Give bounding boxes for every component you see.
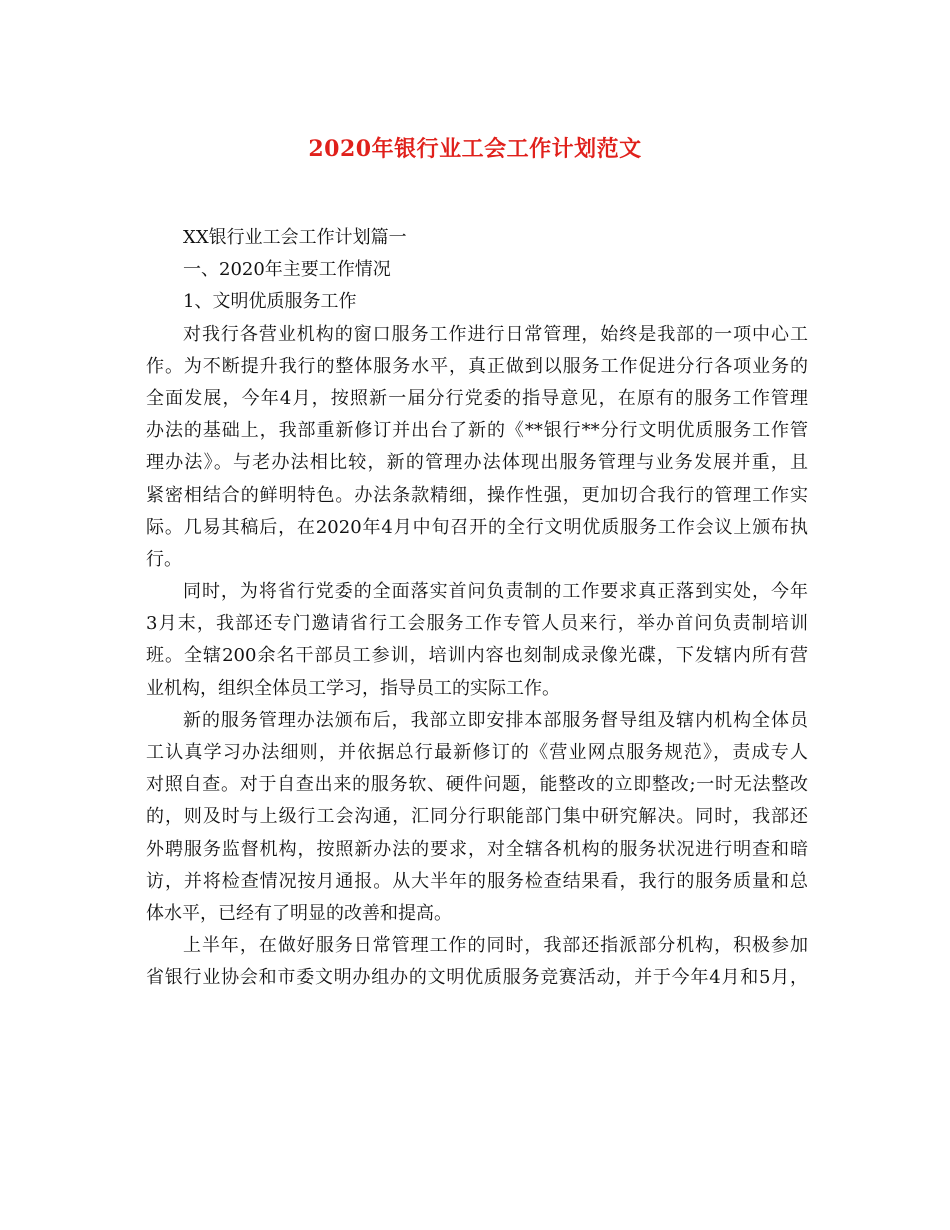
document-title: 2020年银行业工会工作计划范文	[308, 136, 642, 162]
text-line: 访，并将检查情况按月通报。从大半年的服务检查结果看，我行的服务质量和总	[146, 870, 808, 892]
text-line: XX银行业工会工作计划篇一	[183, 227, 407, 248]
text-line: 理办法》。与老办法相比较，新的管理办法体现出服务管理与业务发展并重，且	[146, 452, 808, 474]
text-line: 作。为不断提升我行的整体服务水平，真正做到以服务工作促进分行各项业务的	[146, 355, 808, 377]
text-line: 3月末，我部还专门邀请省行工会服务工作专管人员来行，举办首问负责制培训	[146, 613, 808, 635]
text-line: 外聘服务监督机构，按照新办法的要求，对全辖各机构的服务状况进行明查和暗	[146, 838, 808, 860]
text-line: 上半年，在做好服务日常管理工作的同时，我部还指派部分机构，积极参加	[183, 935, 808, 957]
document-body	[146, 222, 808, 995]
text-line: 省银行业协会和市委文明办组办的文明优质服务竞赛活动，并于今年4月和5月，	[146, 967, 808, 989]
text-line: 全面发展，今年4月，按照新一届分行党委的指导意见，在原有的服务工作管理	[146, 387, 808, 409]
text-line: 对我行各营业机构的窗口服务工作进行日常管理，始终是我部的一项中心工	[183, 323, 808, 345]
text-line: 对照自查。对于自查出来的服务软、硬件问题，能整改的立即整改;一时无法整改	[146, 774, 808, 796]
text-line: 的，则及时与上级行工会沟通，汇同分行职能部门集中研究解决。同时，我部还	[146, 806, 808, 828]
text-line: 新的服务管理办法颁布后，我部立即安排本部服务督导组及辖内机构全体员	[183, 709, 808, 731]
text-line: 同时，为将省行党委的全面落实首问负责制的工作要求真正落到实处，今年	[183, 581, 808, 603]
text-line: 一、2020年主要工作情况	[183, 259, 391, 281]
text-line: 行。	[146, 548, 182, 570]
text-line: 1、文明优质服务工作	[183, 291, 357, 313]
text-line: 班。全辖200余名干部员工参训，培训内容也刻制成录像光碟，下发辖内所有营	[146, 645, 808, 667]
text-line: 紧密相结合的鲜明特色。办法条款精细，操作性强，更加切合我行的管理工作实	[146, 484, 808, 506]
text-line: 际。几易其稿后，在2020年4月中旬召开的全行文明优质服务工作会议上颁布执	[146, 516, 808, 538]
text-line: 业机构，组织全体员工学习，指导员工的实际工作。	[146, 677, 560, 699]
text-line: 工认真学习办法细则，并依据总行最新修订的《营业网点服务规范》，责成专人	[146, 742, 808, 763]
text-line: 办法的基础上，我部重新修订并出台了新的《**银行**分行文明优质服务工作管	[146, 420, 808, 442]
text-line: 体水平，已经有了明显的改善和提高。	[146, 902, 452, 924]
